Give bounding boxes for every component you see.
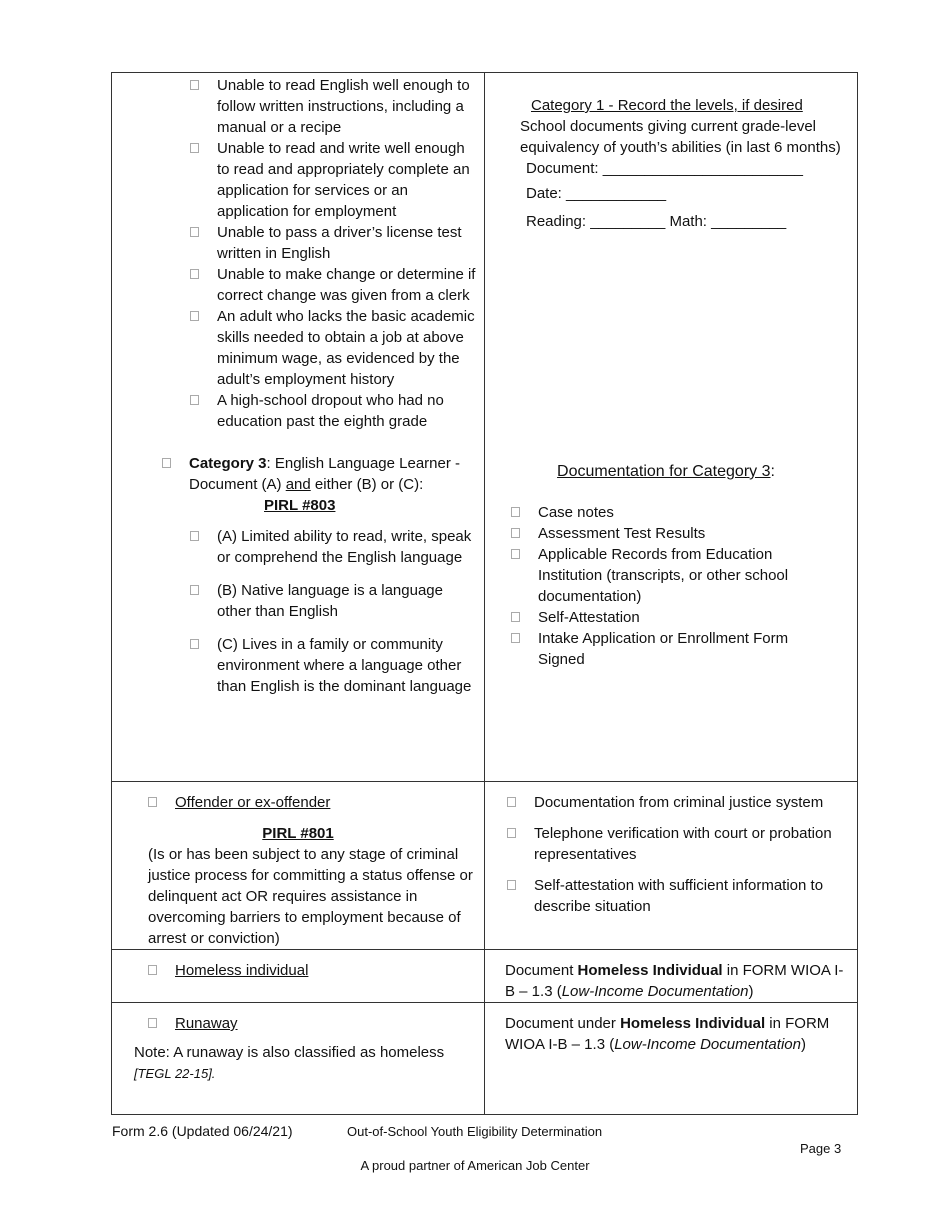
checkbox[interactable]: [190, 531, 199, 541]
checkbox[interactable]: [162, 458, 171, 468]
checkbox[interactable]: [148, 797, 157, 807]
category-3-header: Category 3: English Language Learner - Document (A) and either (B) or (C):: [162, 453, 476, 495]
form-title: Out-of-School Youth Eligibility Determination: [347, 1124, 603, 1139]
list-item: Unable to read English well enough to follow written instructions, including a manual or a recipe: [190, 75, 476, 138]
checkbox[interactable]: [507, 880, 516, 890]
checkbox[interactable]: [511, 549, 520, 559]
checkbox[interactable]: [507, 828, 516, 838]
pirl-803-label: PIRL #803: [264, 497, 336, 514]
list-item: (C) Lives in a family or community environment where a language other than English is the dominant language: [190, 634, 476, 697]
list-item: Assessment Test Results: [511, 523, 837, 544]
homeless-docs-text: Document Homeless Individual in FORM WIOA I-B – 1.3 (Low-Income Documentation): [505, 962, 844, 1000]
checkbox[interactable]: [511, 507, 520, 517]
runaway-docs-cell: [485, 1003, 858, 1115]
category-1-heading: Category 1 - Record the levels, if desired: [531, 97, 803, 114]
partner-line: A proud partner of American Job Center: [360, 1158, 590, 1173]
checkbox[interactable]: [511, 528, 520, 538]
document-line: Document: ________________________: [526, 160, 803, 177]
runaway-docs-text: Document under Homeless Individual in FORM WIOA I-B – 1.3 (Low-Income Documentation): [505, 1015, 830, 1053]
list-item: (B) Native language is a language other than English: [190, 580, 476, 622]
checkbox[interactable]: [148, 1018, 157, 1028]
list-item: A high-school dropout who had no education past the eighth grade: [190, 390, 476, 432]
offender-description: (Is or has been subject to any stage of criminal justice process for committing a status offense or delinquent act OR requires assistance in overcoming barriers to employment because of arrest or conviction): [148, 846, 473, 947]
runaway-cell: [112, 1003, 485, 1115]
checkbox[interactable]: [190, 311, 199, 321]
category-1-text: School documents giving current grade-level equivalency of youth’s abilities (in last 6 months): [520, 118, 841, 156]
list-item: Self-Attestation: [511, 607, 837, 628]
list-item: An adult who lacks the basic academic skills needed to obtain a job at above minimum wage, as evidenced by the adult’s employment history: [190, 306, 476, 390]
runaway-item: Runaway: [148, 1013, 476, 1034]
list-item: Self-attestation with sufficient information to describe situation: [507, 875, 849, 917]
checkbox[interactable]: [190, 227, 199, 237]
checkbox[interactable]: [190, 395, 199, 405]
list-item: (A) Limited ability to read, write, speak or comprehend the English language: [190, 526, 476, 568]
list-item: Unable to pass a driver’s license test written in English: [190, 222, 476, 264]
category-3-block: [112, 432, 484, 516]
checkbox[interactable]: [190, 269, 199, 279]
runaway-item-wrap: [112, 1003, 484, 1034]
list-item: Documentation from criminal justice system: [507, 792, 849, 813]
offender-item: Offender or ex-offender: [148, 792, 476, 813]
eligibility-table: [111, 72, 858, 1115]
tegl-citation: [TEGL 22-15].: [134, 1066, 216, 1081]
checkbox[interactable]: [511, 612, 520, 622]
pirl-801-label: PIRL #801: [262, 825, 334, 842]
reading-items-list: [112, 73, 484, 432]
runaway-note: Note: A runaway is also classified as homeless: [134, 1044, 445, 1061]
checkbox[interactable]: [190, 80, 199, 90]
category-3-docs-block: [485, 232, 857, 670]
table-row: [112, 782, 858, 950]
offender-title-row: [112, 782, 484, 813]
homeless-cell: [112, 950, 485, 1003]
category-3-doc-heading: Documentation for Category 3:: [557, 463, 775, 480]
checkbox[interactable]: [190, 639, 199, 649]
table-row: [112, 1003, 858, 1115]
form-number: Form 2.6 (Updated 06/24/21): [112, 1123, 293, 1139]
checkbox[interactable]: [511, 633, 520, 643]
homeless-item: Homeless individual: [148, 960, 476, 981]
checkbox[interactable]: [148, 965, 157, 975]
category-documentation-cell: [485, 73, 858, 782]
homeless-item-wrap: [112, 950, 484, 981]
offender-docs-cell: [485, 782, 858, 950]
list-item: Applicable Records from Education Institution (transcripts, or other school documentation): [511, 544, 837, 607]
category-3-items: [112, 516, 484, 697]
basic-skills-cell: [112, 73, 485, 782]
list-item: Case notes: [511, 502, 837, 523]
table-row: [112, 950, 858, 1003]
checkbox[interactable]: [190, 585, 199, 595]
category-1-block: [485, 73, 857, 232]
reading-math-line: Reading: _________ Math: _________: [526, 213, 787, 230]
date-line: Date: ____________: [526, 185, 667, 202]
checkbox[interactable]: [507, 797, 516, 807]
list-item: Telephone verification with court or probation representatives: [507, 823, 849, 865]
table-row: [112, 73, 858, 782]
category-3-docs-list: [485, 482, 847, 670]
list-item: Unable to make change or determine if correct change was given from a clerk: [190, 264, 476, 306]
checkbox[interactable]: [190, 143, 199, 153]
offender-cell: [112, 782, 485, 950]
offender-docs-list: [485, 782, 857, 917]
homeless-docs-cell: [485, 950, 858, 1003]
list-item: Intake Application or Enrollment Form Signed: [511, 628, 837, 670]
page-number: Page 3: [800, 1141, 842, 1156]
list-item: Unable to read and write well enough to read and appropriately complete an application for services or an application for employment: [190, 138, 476, 222]
